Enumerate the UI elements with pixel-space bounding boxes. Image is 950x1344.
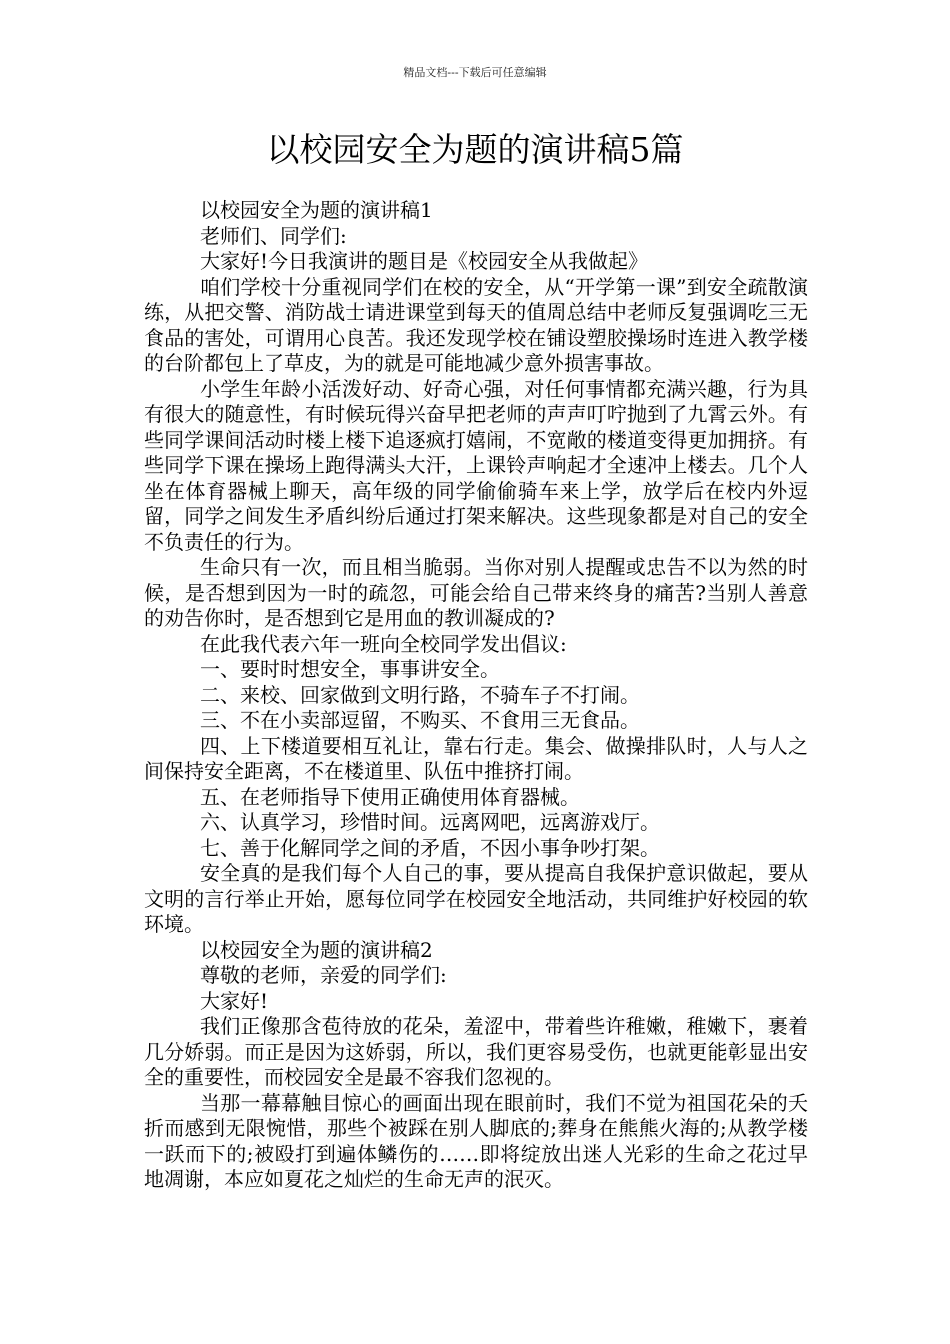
section-heading-1: 以校园安全为题的演讲稿1 bbox=[200, 198, 433, 222]
document-title: 以校园安全为题的演讲稿5篇 bbox=[266, 130, 684, 169]
paragraph: 生命只有一次，而且相当脆弱。当你对别人提醒或忠告不以为然的时候，是否想到因为一时的疏忽，可能会给自己带来终身的痛苦?当别人善意的劝告你时，是否想到它是用血的教训凝成的? bbox=[144, 555, 808, 630]
proposal-item: 七、善于化解同学之间的矛盾，不因小事争吵打架。 bbox=[200, 835, 660, 860]
paragraph: 安全真的是我们每个人自己的事，要从提高自我保护意识做起，要从文明的言行举止开始，愿每位同学在校园安全地活动，共同维护好校园的软环境。 bbox=[144, 861, 808, 936]
proposal-item: 五、在老师指导下使用正确使用体育器械。 bbox=[200, 784, 580, 809]
proposal-item: 六、认真学习，珍惜时间。远离网吧，远离游戏厅。 bbox=[200, 810, 660, 834]
document-body bbox=[144, 198, 808, 1193]
proposal-item: 三、不在小卖部逗留，不购买、不食用三无食品。 bbox=[200, 708, 640, 732]
proposal-item: 二、来校、回家做到文明行路，不骑车子不打闹。 bbox=[200, 682, 640, 707]
proposal-item: 四、上下楼道要相互礼让，靠右行走。集会、做操排队时，人与人之间保持安全距离，不在楼道里、队伍中推挤打闹。 bbox=[144, 733, 808, 783]
paragraph: 咱们学校十分重视同学们在校的安全，从“开学第一课”到安全疏散演练，从把交警、消防战士请进课堂到每天的值周总结中老师反复强调吃三无食品的害处，可谓用心良苦。我还发现学校在铺设塑胶操场时连进入教学楼的台阶都包上了草皮，为的就是可能地减少意外损害事故。 bbox=[144, 274, 808, 375]
greeting: 大家好!今日我演讲的题目是《校园安全从我做起》 bbox=[200, 249, 649, 273]
header-note: 精品文档---下载后可任意编辑 bbox=[403, 66, 547, 79]
greeting: 大家好! bbox=[200, 988, 269, 1013]
paragraph: 当那一幕幕触目惊心的画面出现在眼前时，我们不觉为祖国花朵的夭折而感到无限惋惜，那些个被踩在别人脚底的;葬身在熊熊火海的;从教学楼一跃而下的;被殴打到遍体鳞伤的……即将绽放出迷人光彩的生命之花过早地凋谢，本应如夏花之灿烂的生命无声的泯灭。 bbox=[144, 1090, 808, 1191]
paragraph: 小学生年龄小活泼好动、好奇心强，对任何事情都充满兴趣，行为具有很大的随意性，有时候玩得兴奋早把老师的声声叮咛抛到了九霄云外。有些同学课间活动时楼上楼下追逐疯打嬉闹，不宽敞的楼道变得更加拥挤。有些同学下课在操场上跑得满头大汗，上课铃声响起才全速冲上楼去。几个人坐在体育器械上聊天，高年级的同学偷偷骑车来上学，放学后在校内外逗留，同学之间发生矛盾纠纷后通过打架来解决。这些现象都是对自己的安全不负责任的行为。 bbox=[144, 376, 808, 554]
salutation: 尊敬的老师，亲爱的同学们: bbox=[200, 963, 447, 987]
section-heading-2: 以校园安全为题的演讲稿2 bbox=[200, 937, 433, 962]
paragraph: 在此我代表六年一班向全校同学发出倡议: bbox=[200, 631, 567, 656]
salutation: 老师们、同学们: bbox=[200, 223, 347, 248]
proposal-item: 一、要时时想安全，事事讲安全。 bbox=[200, 657, 500, 681]
paragraph: 我们正像那含苞待放的花朵，羞涩中，带着些许稚嫩，稚嫩下，裹着几分娇弱。而正是因为这娇弱，所以，我们更容易受伤，也就更能彰显出安全的重要性，而校园安全是最不容我们忽视的。 bbox=[144, 1014, 808, 1089]
